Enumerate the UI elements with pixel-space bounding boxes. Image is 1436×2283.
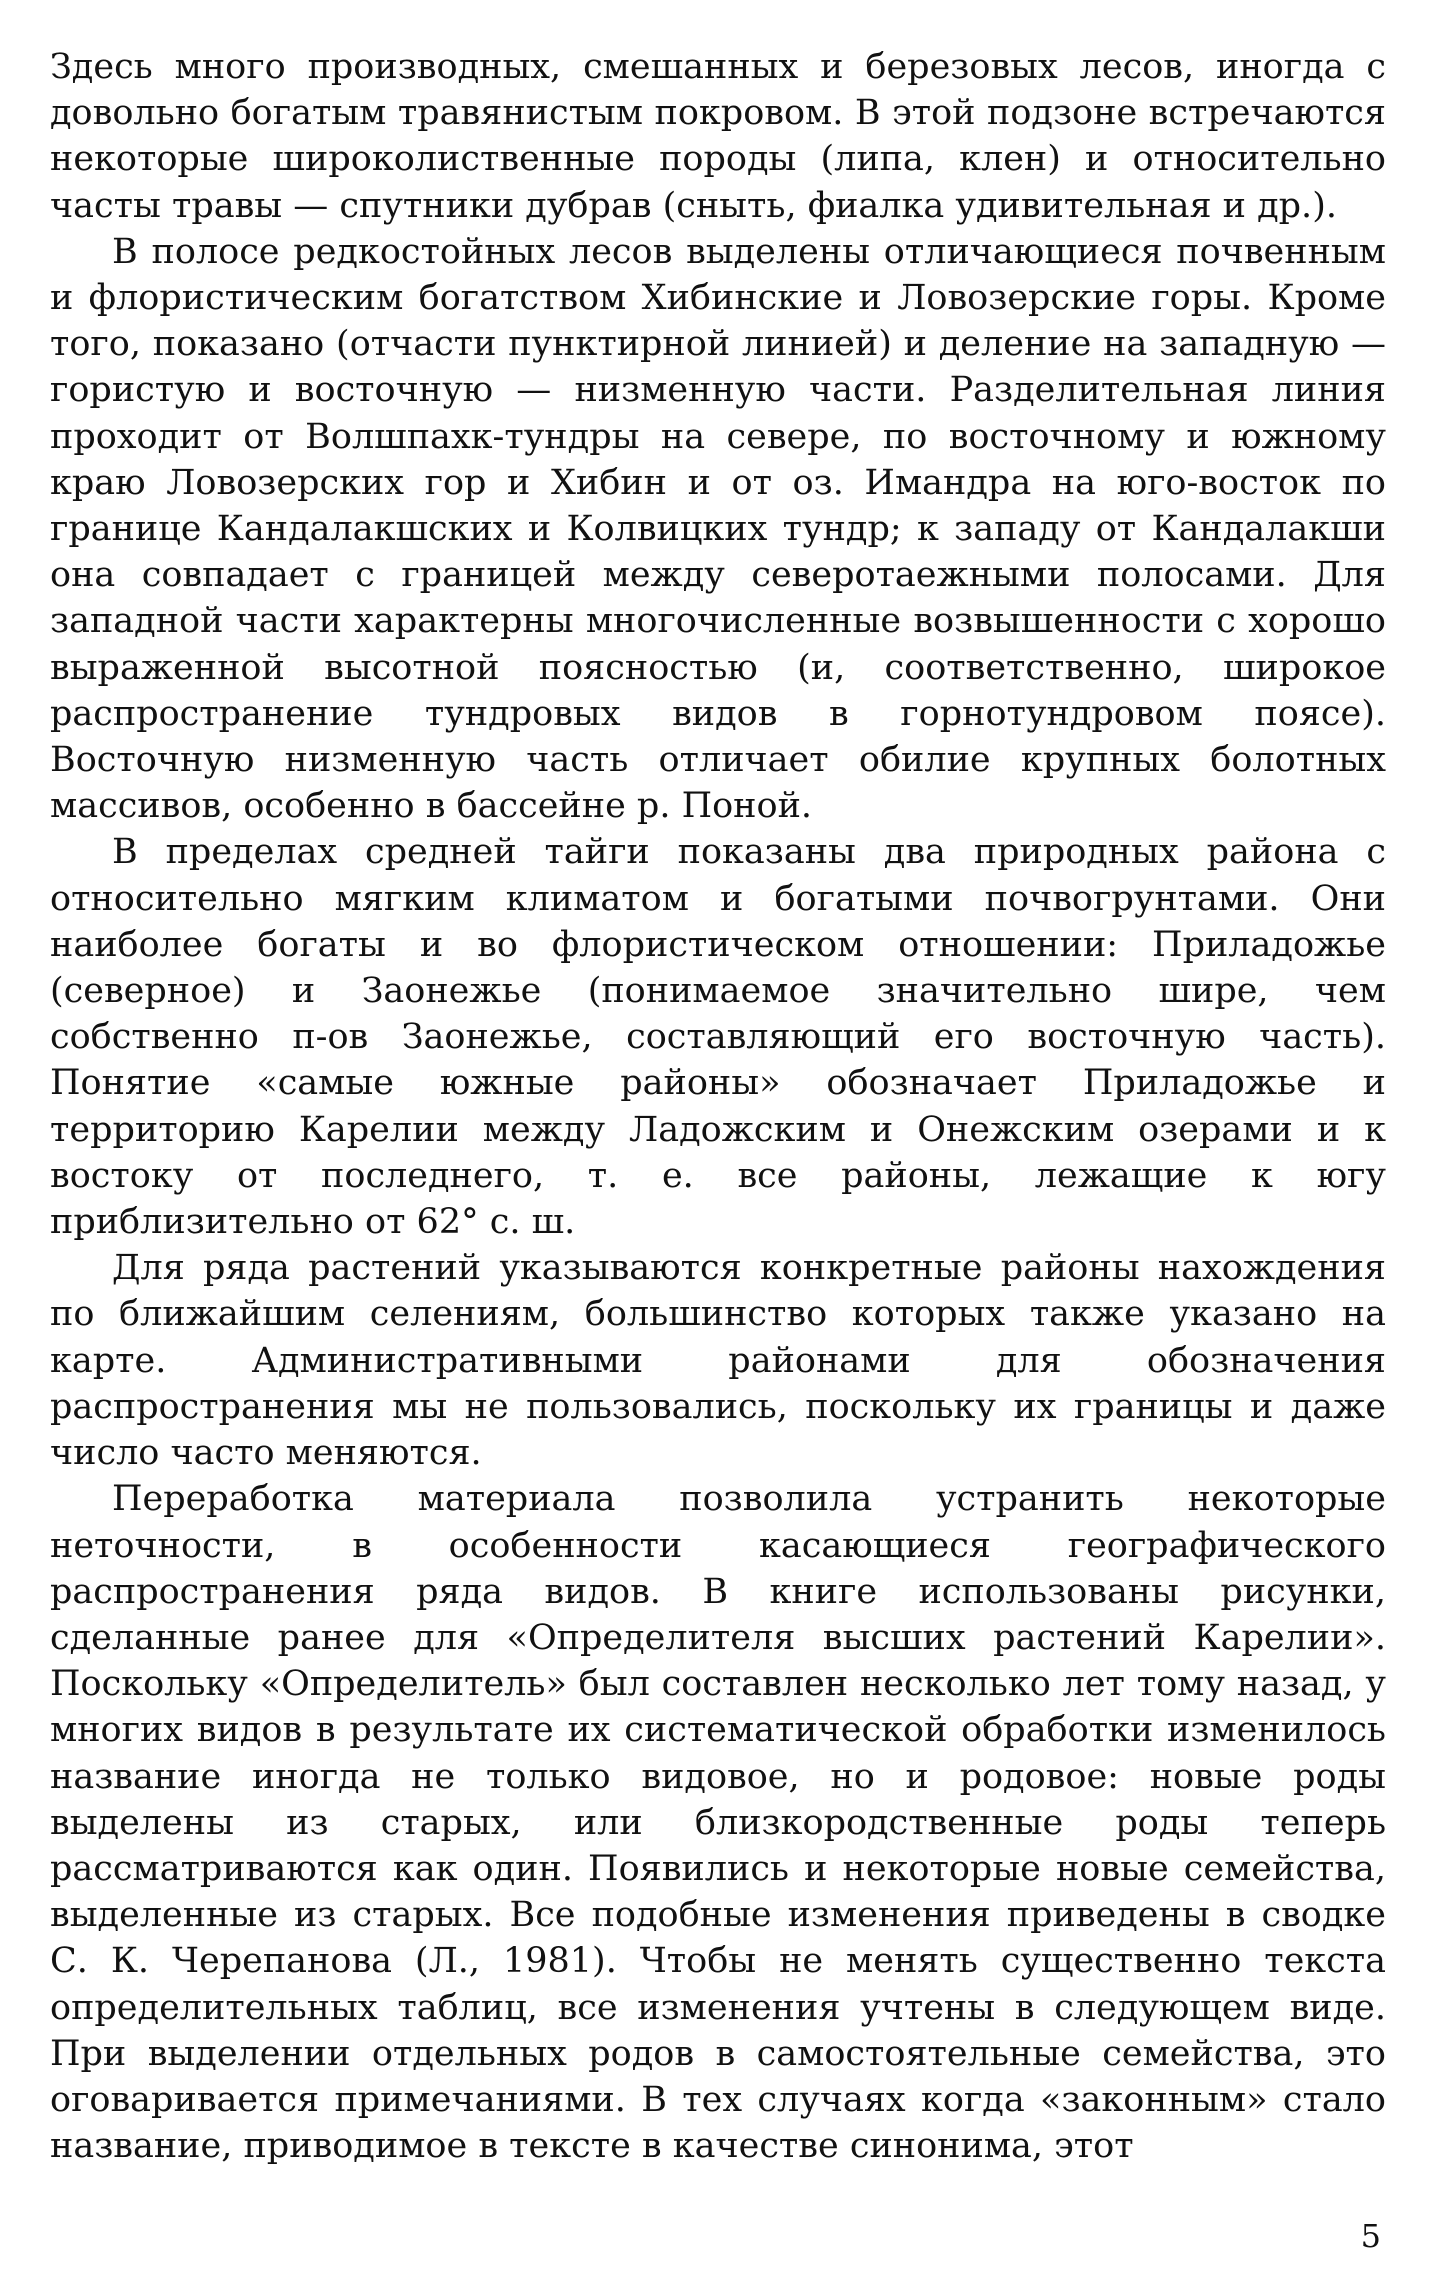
paragraph-5: Переработка материала позволила устранить некоторые неточности, в особенности касающиеся географического распространения ряда видов. В книге использованы рисунки, сделанные ранее для «Определителя высших растений Карелии». Поскольку «Определитель» был составлен несколько лет тому назад, у многих видов в результате их систематической обработки изменилось название иногда не только видовое, но и родовое: новые роды выделены из старых, или близкородственные роды теперь рассматриваются как один. Появились и некоторые новые семейства, выделенные из старых. Все подобные изменения приведены в сводке С. К. Черепанова (Л., 1981). Чтобы не менять существенно текста определительных таблиц, все изменения учтены в следующем виде. При выделении отдельных родов в самостоятельные семейства, это оговаривается примечаниями. В тех случаях когда «законным» стало название, приводимое в тексте в качестве синонима, этот: [50, 1479, 1386, 2167]
page-body: [50, 44, 1386, 2169]
paragraph-2: В полосе редкостойных лесов выделены отличающиеся почвенным и флористическим богатством Хибинские и Ловозерские горы. Кроме того, показано (отчасти пунктирной линией) и деление на западную — гористую и восточную — низменную части. Разделительная линия проходит от Волшпахк-тундры на севере, по восточному и южному краю Ловозерских гор и Хибин и от оз. Имандра на юго-восток по границе Кандалакшских и Колвицких тундр; к западу от Кандалакши она совпадает с границей между северотаежными полосами. Для западной части характерны многочисленные возвышенности с хорошо выраженной высотной поясностью (и, соответственно, широкое распространение тундровых видов в горнотундровом поясе). Восточную низменную часть отличает обилие крупных болотных массивов, особенно в бассейне р. Поной.: [50, 231, 1386, 827]
paragraph-4: Для ряда растений указываются конкретные районы нахождения по ближайшим селениям, большинство которых также указано на карте. Административными районами для обозначения распространения мы не пользовались, поскольку их границы и даже число часто меняются.: [50, 1248, 1386, 1474]
paragraph-1: Здесь много производных, смешанных и березовых лесов, иногда с довольно богатым травянистым покровом. В этой подзоне встречаются некоторые широколиственные породы (липа, клен) и относительно часты травы — спутники дубрав (сныть, фиалка удивительная и др.).: [50, 47, 1386, 226]
paragraph-3: В пределах средней тайги показаны два природных района с относительно мягким климатом и богатыми почвогрунтами. Они наиболее богаты и во флористическом отношении: Приладожье (северное) и Заонежье (понимаемое значительно шире, чем собственно п-ов Заонежье, составляющий его восточную часть). Понятие «самые южные районы» обозначает Приладожье и территорию Карелии между Ладожским и Онежским озерами и к востоку от последнего, т. е. все районы, лежащие к югу приблизительно от 62° с. ш.: [50, 832, 1386, 1243]
page-number: 5: [1360, 2217, 1381, 2255]
